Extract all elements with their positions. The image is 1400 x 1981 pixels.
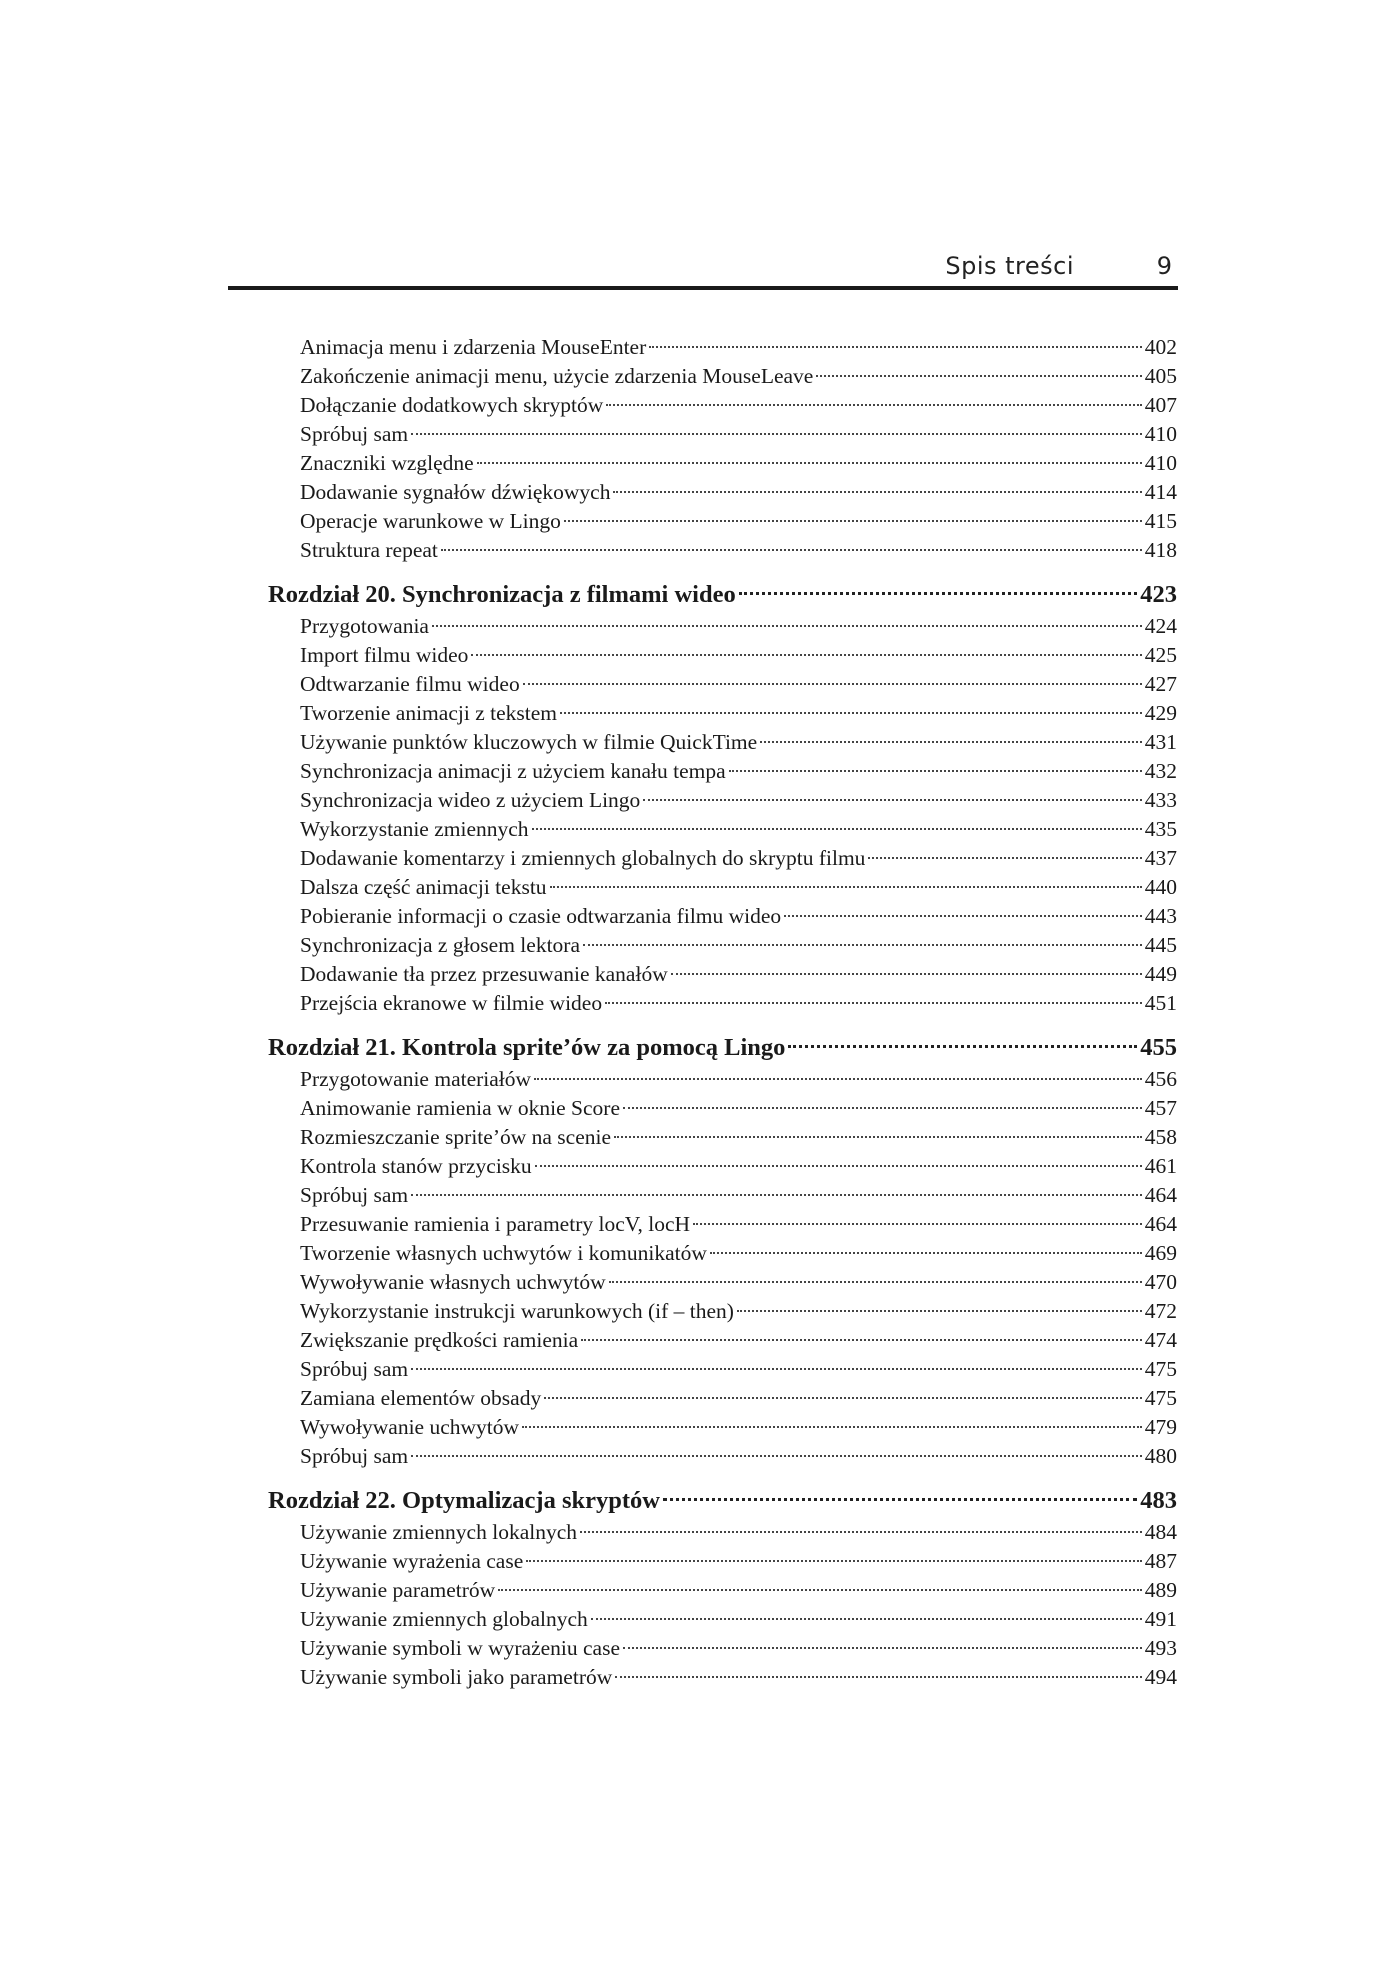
- page-header: [228, 252, 1178, 286]
- toc-entry: [268, 612, 1177, 641]
- dot-leader: [663, 1498, 1137, 1501]
- toc-entry-title: Spróbuj sam: [300, 1183, 409, 1207]
- toc-entry-page: 451: [1144, 991, 1177, 1015]
- dot-leader: [606, 404, 1141, 406]
- toc-entry-page: 475: [1144, 1386, 1177, 1410]
- toc-entry: [268, 844, 1177, 873]
- toc-entry-title: Synchronizacja animacji z użyciem kanału tempa: [300, 759, 726, 783]
- toc-entry: [268, 1518, 1177, 1547]
- dot-leader: [710, 1252, 1142, 1254]
- dot-leader: [522, 1426, 1142, 1428]
- toc-entry: [268, 1297, 1177, 1326]
- toc-entry-page: 415: [1144, 509, 1177, 533]
- dot-leader: [693, 1223, 1142, 1225]
- toc-entry-page: 410: [1144, 422, 1177, 446]
- toc-entry: [268, 1065, 1177, 1094]
- toc-entry-title: Spróbuj sam: [300, 422, 409, 446]
- toc-entry-title: Używanie symboli w wyrażeniu case: [300, 1636, 621, 1660]
- toc-chapter-page: 483: [1140, 1487, 1177, 1514]
- dot-leader: [432, 625, 1142, 627]
- dot-leader: [868, 857, 1141, 859]
- toc-entry-page: 437: [1144, 846, 1177, 870]
- toc-entry: [268, 478, 1177, 507]
- toc-entry-title: Pobieranie informacji o czasie odtwarzania filmu wideo: [300, 904, 782, 928]
- toc-chapter-page: 423: [1140, 581, 1177, 608]
- toc-entry: [268, 1547, 1177, 1576]
- toc-entry-page: 489: [1144, 1578, 1177, 1602]
- toc-entry-page: 405: [1144, 364, 1177, 388]
- toc-entry-page: 433: [1144, 788, 1177, 812]
- dot-leader: [411, 433, 1142, 435]
- toc-entry: [268, 391, 1177, 420]
- toc-entry-title: Wywoływanie uchwytów: [300, 1415, 520, 1439]
- dot-leader: [498, 1589, 1142, 1591]
- toc-entry-title: Dołączanie dodatkowych skryptów: [300, 393, 604, 417]
- dot-leader: [580, 1531, 1142, 1533]
- toc-chapter-page: 455: [1140, 1034, 1177, 1061]
- toc-entry-page: 456: [1144, 1067, 1177, 1091]
- toc-chapter: [268, 1031, 1177, 1065]
- toc-entry-page: 461: [1144, 1154, 1177, 1178]
- dot-leader: [581, 1339, 1142, 1341]
- header-title: Spis treści: [945, 252, 1074, 280]
- toc-entry-page: 479: [1144, 1415, 1177, 1439]
- toc-entry-page: 407: [1144, 393, 1177, 417]
- toc-entry-title: Zakończenie animacji menu, użycie zdarzenia MouseLeave: [300, 364, 814, 388]
- toc-entry-title: Znaczniki względne: [300, 451, 474, 475]
- dot-leader: [550, 886, 1142, 888]
- toc-entry-title: Struktura repeat: [300, 538, 438, 562]
- toc-entry-page: 493: [1144, 1636, 1177, 1660]
- toc-entry-page: 431: [1144, 730, 1177, 754]
- toc-chapter-title: Rozdział 20. Synchronizacja z filmami wideo: [268, 581, 736, 608]
- header-rule: [228, 286, 1178, 290]
- toc-entry: [268, 728, 1177, 757]
- toc-entry: [268, 1123, 1177, 1152]
- toc-entry-page: 424: [1144, 614, 1177, 638]
- toc-entry-title: Synchronizacja z głosem lektora: [300, 933, 580, 957]
- dot-leader: [532, 828, 1142, 830]
- toc-entry: [268, 670, 1177, 699]
- toc-entry-title: Używanie wyrażenia case: [300, 1549, 524, 1573]
- toc-entry-title: Odtwarzanie filmu wideo: [300, 672, 520, 696]
- toc-entry: [268, 1384, 1177, 1413]
- header-page-number: 9: [1156, 252, 1172, 280]
- toc-entry-title: Używanie zmiennych lokalnych: [300, 1520, 578, 1544]
- toc-entry: [268, 1663, 1177, 1692]
- toc-entry: [268, 815, 1177, 844]
- toc-entry: [268, 420, 1177, 449]
- toc-entry-page: 410: [1144, 451, 1177, 475]
- dot-leader: [623, 1107, 1142, 1109]
- dot-leader: [605, 1002, 1142, 1004]
- toc-entry-title: Spróbuj sam: [300, 1444, 409, 1468]
- toc-entry-title: Rozmieszczanie sprite’ów na scenie: [300, 1125, 612, 1149]
- toc-entry-title: Animowanie ramienia w oknie Score: [300, 1096, 621, 1120]
- toc-entry: [268, 989, 1177, 1018]
- toc-entry: [268, 1605, 1177, 1634]
- dot-leader: [534, 1078, 1142, 1080]
- dot-leader: [471, 654, 1141, 656]
- toc-entry: [268, 699, 1177, 728]
- toc-entry: [268, 449, 1177, 478]
- toc-entry-page: 475: [1144, 1357, 1177, 1381]
- toc-entry-page: 427: [1144, 672, 1177, 696]
- toc-entry: [268, 873, 1177, 902]
- toc-entry-page: 440: [1144, 875, 1177, 899]
- dot-leader: [760, 741, 1142, 743]
- toc-entry-page: 464: [1144, 1183, 1177, 1207]
- toc-entry-page: 432: [1144, 759, 1177, 783]
- dot-leader: [411, 1194, 1142, 1196]
- toc-entry: [268, 1634, 1177, 1663]
- dot-leader: [788, 1045, 1137, 1048]
- dot-leader: [614, 1136, 1142, 1138]
- dot-leader: [523, 683, 1142, 685]
- toc-entry: [268, 333, 1177, 362]
- toc-chapter-title: Rozdział 21. Kontrola sprite’ów za pomocą Lingo: [268, 1034, 786, 1061]
- dot-leader: [613, 491, 1141, 493]
- toc-entry-title: Używanie zmiennych globalnych: [300, 1607, 588, 1631]
- toc-entry-page: 484: [1144, 1520, 1177, 1544]
- toc-entry-page: 491: [1144, 1607, 1177, 1631]
- toc-entry: [268, 1239, 1177, 1268]
- toc-entry: [268, 1442, 1177, 1471]
- dot-leader: [411, 1368, 1142, 1370]
- dot-leader: [623, 1647, 1142, 1649]
- toc-entry-title: Dalsza część animacji tekstu: [300, 875, 547, 899]
- toc-entry-page: 425: [1144, 643, 1177, 667]
- toc-entry-page: 445: [1144, 933, 1177, 957]
- dot-leader: [643, 799, 1141, 801]
- toc-entry-title: Dodawanie komentarzy i zmiennych globalnych do skryptu filmu: [300, 846, 866, 870]
- dot-leader: [544, 1397, 1142, 1399]
- toc-entry-title: Dodawanie sygnałów dźwiękowych: [300, 480, 611, 504]
- toc-entry-title: Wykorzystanie instrukcji warunkowych (if – then): [300, 1299, 734, 1323]
- toc-entry: [268, 960, 1177, 989]
- toc-entry: [268, 1181, 1177, 1210]
- toc-entry-title: Synchronizacja wideo z użyciem Lingo: [300, 788, 641, 812]
- toc-entry: [268, 902, 1177, 931]
- dot-leader: [671, 973, 1142, 975]
- toc-entry: [268, 507, 1177, 536]
- dot-leader: [739, 592, 1138, 595]
- toc-entry-title: Zamiana elementów obsady: [300, 1386, 542, 1410]
- toc-entry-title: Używanie symboli jako parametrów: [300, 1665, 613, 1689]
- toc-entry: [268, 641, 1177, 670]
- toc-entry-page: 435: [1144, 817, 1177, 841]
- toc-entry-page: 402: [1144, 335, 1177, 359]
- toc-entry: [268, 1355, 1177, 1384]
- toc-entry-page: 457: [1144, 1096, 1177, 1120]
- toc-entry-page: 458: [1144, 1125, 1177, 1149]
- toc-entry-title: Przygotowania: [300, 614, 429, 638]
- toc-entry-title: Dodawanie tła przez przesuwanie kanałów: [300, 962, 668, 986]
- toc-entry-title: Tworzenie animacji z tekstem: [300, 701, 557, 725]
- toc-entry: [268, 536, 1177, 565]
- toc-entry-title: Używanie parametrów: [300, 1578, 496, 1602]
- toc-entry-title: Import filmu wideo: [300, 643, 469, 667]
- dot-leader: [649, 346, 1142, 348]
- dot-leader: [441, 549, 1142, 551]
- dot-leader: [560, 712, 1142, 714]
- toc-entry-page: 449: [1144, 962, 1177, 986]
- dot-leader: [784, 915, 1142, 917]
- toc-entry-title: Operacje warunkowe w Lingo: [300, 509, 561, 533]
- toc-entry: [268, 1210, 1177, 1239]
- toc-entry-title: Kontrola stanów przycisku: [300, 1154, 532, 1178]
- toc-entry-title: Używanie punktów kluczowych w filmie QuickTime: [300, 730, 758, 754]
- dot-leader: [591, 1618, 1142, 1620]
- toc-entry-title: Przygotowanie materiałów: [300, 1067, 532, 1091]
- toc-entry-page: 418: [1144, 538, 1177, 562]
- dot-leader: [729, 770, 1142, 772]
- dot-leader: [583, 944, 1142, 946]
- dot-leader: [526, 1560, 1142, 1562]
- toc-entry-page: 472: [1144, 1299, 1177, 1323]
- toc-entry: [268, 1268, 1177, 1297]
- toc-entry: [268, 786, 1177, 815]
- toc-entry-title: Przejścia ekranowe w filmie wideo: [300, 991, 603, 1015]
- toc-chapter-title: Rozdział 22. Optymalizacja skryptów: [268, 1487, 660, 1514]
- toc-entry-page: 414: [1144, 480, 1177, 504]
- toc-entry-page: 443: [1144, 904, 1177, 928]
- toc-entry-title: Wywoływanie własnych uchwytów: [300, 1270, 606, 1294]
- toc-entry: [268, 362, 1177, 391]
- table-of-contents: [268, 333, 1177, 1692]
- toc-entry-title: Wykorzystanie zmiennych: [300, 817, 529, 841]
- toc-entry: [268, 1326, 1177, 1355]
- dot-leader: [535, 1165, 1142, 1167]
- toc-entry: [268, 1413, 1177, 1442]
- toc-entry-title: Tworzenie własnych uchwytów i komunikatów: [300, 1241, 707, 1265]
- toc-entry-page: 494: [1144, 1665, 1177, 1689]
- dot-leader: [477, 462, 1142, 464]
- toc-entry-page: 464: [1144, 1212, 1177, 1236]
- dot-leader: [609, 1281, 1142, 1283]
- dot-leader: [737, 1310, 1142, 1312]
- toc-entry-title: Spróbuj sam: [300, 1357, 409, 1381]
- toc-entry: [268, 1576, 1177, 1605]
- toc-entry-title: Zwiększanie prędkości ramienia: [300, 1328, 579, 1352]
- toc-entry: [268, 931, 1177, 960]
- toc-entry-title: Animacja menu i zdarzenia MouseEnter: [300, 335, 647, 359]
- toc-entry-page: 470: [1144, 1270, 1177, 1294]
- dot-leader: [564, 520, 1142, 522]
- toc-chapter: [268, 1484, 1177, 1518]
- dot-leader: [615, 1676, 1141, 1678]
- toc-entry-page: 487: [1144, 1549, 1177, 1573]
- toc-entry-title: Przesuwanie ramienia i parametry locV, locH: [300, 1212, 691, 1236]
- toc-chapter: [268, 578, 1177, 612]
- toc-entry-page: 474: [1144, 1328, 1177, 1352]
- toc-entry: [268, 1152, 1177, 1181]
- toc-entry: [268, 757, 1177, 786]
- dot-leader: [816, 375, 1141, 377]
- dot-leader: [411, 1455, 1142, 1457]
- toc-entry: [268, 1094, 1177, 1123]
- toc-entry-page: 469: [1144, 1241, 1177, 1265]
- toc-entry-page: 429: [1144, 701, 1177, 725]
- toc-entry-page: 480: [1144, 1444, 1177, 1468]
